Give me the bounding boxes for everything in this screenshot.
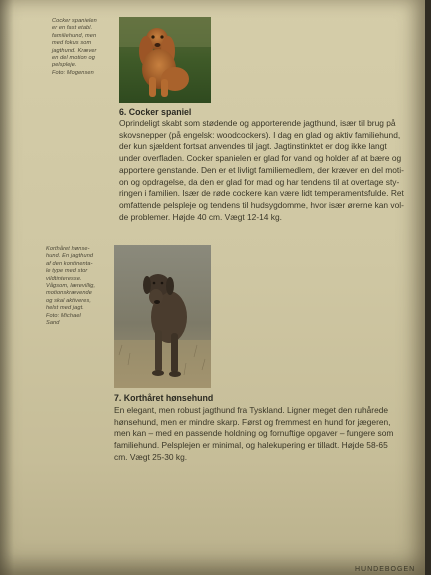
page-footer: HUNDEBOGEN [355,566,416,573]
page-fold-shadow [0,0,14,575]
cocker-spaniel-photo [119,17,211,103]
korthaaret-hoensehund-photo [114,245,211,388]
cocker-spaniel-description: Oprindeligt skabt som stødende og apporterende jagthund, især til brug på skovsnepper (på engelsk: woodcockers). I dag en glad og aktiv familiehund, der kun sjældent fortsat anvendes til jagt. Jagtinstinktet er dog ikke langt under overfladen. Cocker spanielen er glad for vand og holder af at bære og apportere genstande. Den er et livligt familiemedlem, der kræver en del moti- on og opdragelse, da den er glad for mad og har tendens til at overtage sty- ringen i familien. Især de røde cockere kan være lidt temperamentsfulde. Ret omfattende pelspleje og tendens til hudsygdomme, hvor især ørerne kan vol- de problemer. Højde 40 cm. Vægt 12-14 kg. [119,118,404,222]
cocker-spaniel-heading: 6. Cocker spaniel [119,107,192,117]
korthaaret-hoensehund-description: En elegant, men robust jagthund fra Tyskland. Ligner meget den ruhårede hønsehund, men er mindre skarp. Først og fremmest en hund for jægeren, men kan – med en passende holdning og fornuftige opgaver – fungere som familiehund. Pelsplejen er minimal, og halekupering er tilladt. Højde 58-65 cm. Vægt 25-30 kg. [114,405,394,462]
korthaar-photo-caption: Korthåret hønse- hund. En jagthund af den kontinenta- le type med stor vildtinteresse. Vågsom, lærevillig, motionskrævende og skal aktiveres, helst med jagt. Foto: Michael Sand [46,246,96,327]
korthaaret-hoensehund-heading: 7. Korthåret hønsehund [114,393,214,403]
cocker-photo-caption: Cocker spanielen er en fast etabl. familiehund, men med fokus som jagthund. Kræver en del motion og pelspleje. Foto: Mogensen [52,18,97,76]
